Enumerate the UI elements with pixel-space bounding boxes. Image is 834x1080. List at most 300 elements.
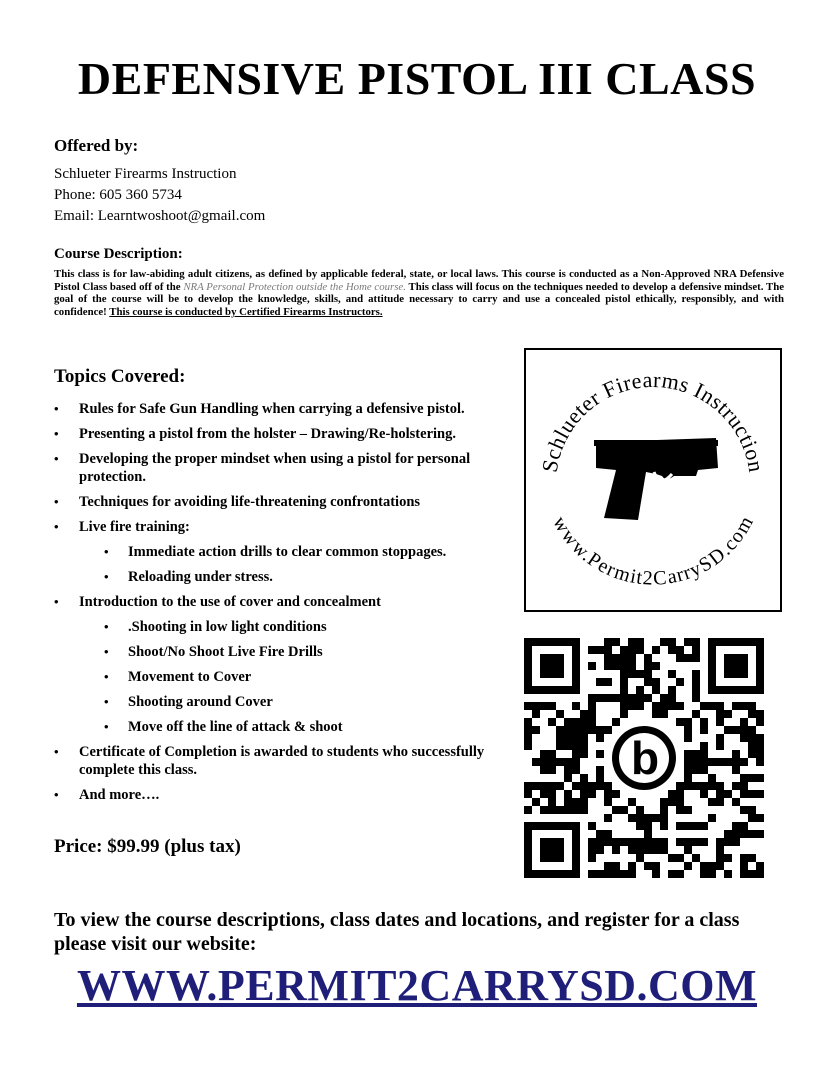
qr-module (732, 726, 740, 734)
qr-module (684, 638, 692, 646)
qr-module (740, 718, 748, 726)
qr-module (692, 766, 700, 774)
qr-module (660, 846, 668, 854)
qr-module (596, 646, 604, 654)
qr-module (732, 822, 740, 830)
qr-module (716, 798, 724, 806)
qr-module (548, 806, 556, 814)
qr-module (756, 862, 764, 870)
qr-module (572, 766, 580, 774)
qr-module (572, 726, 580, 734)
course-text-part1: This class is for law-abiding adult citizens, as defined by applicable federal, state, or local laws. This course is conducted as a Non-Approved NRA Defensive Pistol Class based off of the (54, 268, 784, 293)
qr-module (564, 798, 572, 806)
qr-module (644, 814, 652, 822)
qr-module (612, 662, 620, 670)
qr-module (740, 790, 748, 798)
qr-module (740, 702, 748, 710)
course-text-part2: This class will focus on the techniques needed to develop a defensive mindset. The goal of the course will be to develop the knowledge, skills, and attitude necessary to carry and use a concealed pistol ethically, responsibly, and with confidence! (54, 280, 785, 318)
cover-sublist (79, 618, 534, 736)
qr-module (732, 838, 740, 846)
qr-module (564, 774, 572, 782)
qr-module (588, 718, 596, 726)
qr-module (580, 782, 588, 790)
page-title: DEFENSIVE PISTOL III CLASS (77, 53, 757, 104)
qr-module (756, 870, 764, 878)
course-description-text (54, 268, 784, 318)
qr-module (708, 774, 716, 782)
qr-module (596, 726, 604, 734)
qr-module (580, 718, 588, 726)
qr-module (676, 870, 684, 878)
qr-module (628, 862, 636, 870)
qr-module (692, 670, 700, 678)
qr-module (628, 670, 636, 678)
qr-module (708, 870, 716, 878)
qr-module (700, 838, 708, 846)
qr-module (540, 766, 548, 774)
qr-module (620, 654, 628, 662)
qr-module (660, 694, 668, 702)
qr-module (620, 694, 628, 702)
list-item: • And more…. (54, 786, 534, 804)
qr-module (676, 806, 684, 814)
qr-module (524, 782, 532, 790)
logo-top-text: Schlueter Firearms Instruction (536, 366, 770, 475)
qr-module (716, 846, 724, 854)
qr-module (524, 718, 532, 726)
list-item: • Certificate of Completion is awarded to students who successfully complete this class. (54, 743, 534, 779)
qr-module (676, 782, 684, 790)
qr-module (596, 838, 604, 846)
qr-module (684, 838, 692, 846)
qr-module (548, 766, 556, 774)
qr-module (700, 782, 708, 790)
qr-module (644, 662, 652, 670)
qr-module (660, 702, 668, 710)
qr-module (572, 758, 580, 766)
course-description-section (54, 246, 784, 318)
qr-module (684, 806, 692, 814)
qr-module (644, 838, 652, 846)
qr-center-letter: b (630, 732, 660, 784)
qr-module (612, 846, 620, 854)
qr-module (684, 846, 692, 854)
qr-module (628, 694, 636, 702)
qr-module (668, 798, 676, 806)
qr-module (684, 862, 692, 870)
qr-module (556, 758, 564, 766)
qr-module (660, 638, 668, 646)
qr-module (644, 670, 652, 678)
qr-module (532, 702, 540, 710)
qr-module (588, 846, 596, 854)
qr-module (732, 758, 740, 766)
qr-module (540, 750, 548, 758)
qr-module (676, 790, 684, 798)
qr-module (604, 798, 612, 806)
qr-module (668, 790, 676, 798)
qr-module (740, 806, 748, 814)
qr-module (676, 854, 684, 862)
qr-module (628, 798, 636, 806)
qr-module (620, 678, 628, 686)
qr-module (724, 830, 732, 838)
qr-module (588, 710, 596, 718)
qr-module (572, 798, 580, 806)
qr-module (604, 838, 612, 846)
qr-module (684, 654, 692, 662)
qr-module (700, 790, 708, 798)
qr-module (628, 846, 636, 854)
qr-module (732, 798, 740, 806)
list-item: • Developing the proper mindset when using a pistol for personal protection. (54, 450, 534, 486)
qr-module (604, 662, 612, 670)
qr-module (716, 790, 724, 798)
qr-module (668, 686, 676, 694)
qr-module (692, 822, 700, 830)
qr-module (620, 806, 628, 814)
qr-module (540, 782, 548, 790)
qr-module (708, 798, 716, 806)
qr-module (564, 758, 572, 766)
qr-module (596, 734, 604, 742)
list-item: • Movement to Cover (79, 668, 534, 686)
qr-module (644, 862, 652, 870)
qr-module (668, 702, 676, 710)
qr-module (724, 726, 732, 734)
qr-module (692, 838, 700, 846)
qr-module (740, 734, 748, 742)
qr-module (556, 710, 564, 718)
qr-module (548, 718, 556, 726)
qr-module (708, 814, 716, 822)
qr-module (612, 638, 620, 646)
qr-module (708, 782, 716, 790)
qr-module (716, 710, 724, 718)
qr-module (628, 870, 636, 878)
qr-module (700, 870, 708, 878)
qr-module (532, 710, 540, 718)
qr-module (684, 726, 692, 734)
qr-module (676, 702, 684, 710)
qr-module (612, 862, 620, 870)
qr-module (692, 758, 700, 766)
qr-module (612, 838, 620, 846)
qr-module (652, 846, 660, 854)
qr-module (596, 782, 604, 790)
qr-module (756, 814, 764, 822)
qr-module (756, 758, 764, 766)
live-fire-sublist (79, 543, 534, 586)
qr-module (620, 686, 628, 694)
list-item: • Shoot/No Shoot Live Fire Drills (79, 643, 534, 661)
qr-module (700, 758, 708, 766)
qr-module (724, 710, 732, 718)
qr-module (740, 862, 748, 870)
qr-module (628, 646, 636, 654)
qr-module (756, 742, 764, 750)
qr-module (748, 750, 756, 758)
qr-module (596, 830, 604, 838)
qr-module (732, 830, 740, 838)
qr-module (756, 718, 764, 726)
qr-module (740, 822, 748, 830)
qr-module (660, 814, 668, 822)
qr-module (596, 766, 604, 774)
qr-module (700, 766, 708, 774)
qr-module (636, 670, 644, 678)
qr-module (524, 726, 532, 734)
list-item: • .Shooting in low light conditions (79, 618, 534, 636)
qr-module (724, 870, 732, 878)
qr-module (692, 686, 700, 694)
qr-module (740, 870, 748, 878)
list-item: • Techniques for avoiding life-threatening confrontations (54, 493, 534, 511)
qr-module (684, 782, 692, 790)
qr-module (556, 742, 564, 750)
website-link[interactable]: WWW.PERMIT2CARRYSD.COM (76, 961, 758, 1010)
qr-module (716, 742, 724, 750)
qr-module (732, 782, 740, 790)
qr-module (660, 838, 668, 846)
list-item (54, 593, 534, 736)
qr-module (636, 838, 644, 846)
qr-module (756, 790, 764, 798)
qr-module (644, 846, 652, 854)
qr-module (628, 702, 636, 710)
qr-module (716, 734, 724, 742)
qr-module (620, 670, 628, 678)
qr-module (572, 702, 580, 710)
email-address: Email: Learntwoshoot@gmail.com (54, 208, 266, 224)
qr-module (644, 830, 652, 838)
qr-code-icon (524, 638, 764, 878)
qr-module (676, 822, 684, 830)
qr-module (644, 822, 652, 830)
qr-module (756, 710, 764, 718)
qr-module (652, 870, 660, 878)
qr-module (636, 646, 644, 654)
qr-module (604, 678, 612, 686)
qr-module (716, 862, 724, 870)
qr-module (652, 814, 660, 822)
qr-module (748, 726, 756, 734)
qr-module (740, 774, 748, 782)
logo (524, 348, 782, 612)
qr-module (636, 854, 644, 862)
qr-module (564, 734, 572, 742)
qr-module (756, 750, 764, 758)
qr-module (580, 734, 588, 742)
qr-module (676, 718, 684, 726)
qr-module (532, 758, 540, 766)
qr-module (580, 774, 588, 782)
qr-module (588, 702, 596, 710)
qr-module (548, 790, 556, 798)
qr-module (660, 710, 668, 718)
qr-module (572, 750, 580, 758)
qr-module (756, 830, 764, 838)
qr-module (652, 646, 660, 654)
qr-module (540, 806, 548, 814)
qr-module (724, 854, 732, 862)
qr-module (548, 750, 556, 758)
finder-top-left (524, 638, 580, 694)
qr-module (724, 790, 732, 798)
qr-module (548, 702, 556, 710)
qr-module (580, 742, 588, 750)
qr-module (604, 694, 612, 702)
qr-module (612, 806, 620, 814)
qr-module (572, 782, 580, 790)
phone-number: Phone: 605 360 5734 (54, 187, 182, 203)
qr-module (740, 854, 748, 862)
list-item: • Move off the line of attack & shoot (79, 718, 534, 736)
qr-module (716, 718, 724, 726)
qr-module (676, 798, 684, 806)
qr-module (612, 718, 620, 726)
qr-module (524, 734, 532, 742)
qr-module (580, 806, 588, 814)
qr-module (604, 790, 612, 798)
qr-module (676, 838, 684, 846)
qr-module (532, 798, 540, 806)
qr-module (556, 806, 564, 814)
qr-module (588, 822, 596, 830)
qr-module (692, 638, 700, 646)
qr-module (620, 702, 628, 710)
qr-module (604, 654, 612, 662)
qr-module (716, 782, 724, 790)
qr-module (716, 702, 724, 710)
qr-module (652, 686, 660, 694)
qr-module (524, 742, 532, 750)
qr-module (604, 862, 612, 870)
qr-module (748, 774, 756, 782)
qr-module (604, 870, 612, 878)
qr-module (700, 702, 708, 710)
qr-module (652, 678, 660, 686)
qr-module (708, 702, 716, 710)
topics-section (54, 366, 534, 811)
qr-module (628, 838, 636, 846)
qr-module (692, 694, 700, 702)
list-item: • Immediate action drills to clear common stoppages. (79, 543, 534, 561)
qr-module (588, 854, 596, 862)
qr-module (740, 782, 748, 790)
qr-module (668, 670, 676, 678)
qr-module (748, 790, 756, 798)
logo-graphic (526, 350, 780, 610)
qr-module (676, 678, 684, 686)
qr-module (524, 790, 532, 798)
qr-module (532, 726, 540, 734)
qr-module (532, 782, 540, 790)
qr-module (668, 694, 676, 702)
qr-module (636, 702, 644, 710)
company-name: Schlueter Firearms Instruction (54, 166, 237, 182)
qr-module (604, 814, 612, 822)
qr-module (644, 678, 652, 686)
qr-module (612, 790, 620, 798)
finder-top-right (708, 638, 764, 694)
qr-module (748, 814, 756, 822)
qr-module (628, 814, 636, 822)
qr-module (556, 726, 564, 734)
qr-module (724, 758, 732, 766)
qr-module (740, 758, 748, 766)
qr-module (636, 694, 644, 702)
qr-module (692, 646, 700, 654)
qr-module (692, 782, 700, 790)
topics-list (54, 400, 534, 804)
qr-module (708, 862, 716, 870)
qr-center-logo (606, 720, 682, 796)
qr-module (652, 662, 660, 670)
qr-module (620, 710, 628, 718)
qr-module (700, 822, 708, 830)
qr-module (692, 854, 700, 862)
list-item: • Rules for Safe Gun Handling when carrying a defensive pistol. (54, 400, 534, 418)
qr-module (676, 654, 684, 662)
qr-module (748, 854, 756, 862)
pistol-icon (594, 438, 718, 520)
qr-module (588, 782, 596, 790)
qr-module (652, 838, 660, 846)
qr-module (748, 806, 756, 814)
qr-module (692, 654, 700, 662)
qr-module (580, 798, 588, 806)
qr-module (524, 806, 532, 814)
qr-module (604, 830, 612, 838)
qr-module (660, 806, 668, 814)
offered-by-heading: Offered by: (54, 136, 139, 155)
qr-module (628, 638, 636, 646)
qr-module (692, 710, 700, 718)
qr-module (588, 646, 596, 654)
qr-module (748, 742, 756, 750)
qr-module (596, 846, 604, 854)
qr-module (668, 638, 676, 646)
qr-module (644, 694, 652, 702)
qr-module (660, 822, 668, 830)
qr-module (700, 862, 708, 870)
qr-module (604, 782, 612, 790)
cover-label: Introduction to the use of cover and concealment (79, 594, 381, 610)
qr-module (620, 662, 628, 670)
qr-module (684, 758, 692, 766)
qr-module (588, 694, 596, 702)
qr-module (652, 710, 660, 718)
list-item: • Shooting around Cover (79, 693, 534, 711)
certified-instructors-note: This course is conducted by Certified Firearms Instructors. (109, 305, 383, 318)
qr-module (620, 646, 628, 654)
qr-module (548, 758, 556, 766)
qr-module (572, 734, 580, 742)
qr-module (748, 734, 756, 742)
qr-module (620, 838, 628, 846)
nra-course-name: NRA Personal Protection outside the Home course. (183, 280, 406, 293)
qr-module (636, 846, 644, 854)
qr-module (716, 758, 724, 766)
qr-module (612, 870, 620, 878)
qr-module (684, 766, 692, 774)
qr-module (636, 814, 644, 822)
qr-module (708, 758, 716, 766)
qr-module (572, 718, 580, 726)
qr-module (700, 718, 708, 726)
qr-module (684, 822, 692, 830)
